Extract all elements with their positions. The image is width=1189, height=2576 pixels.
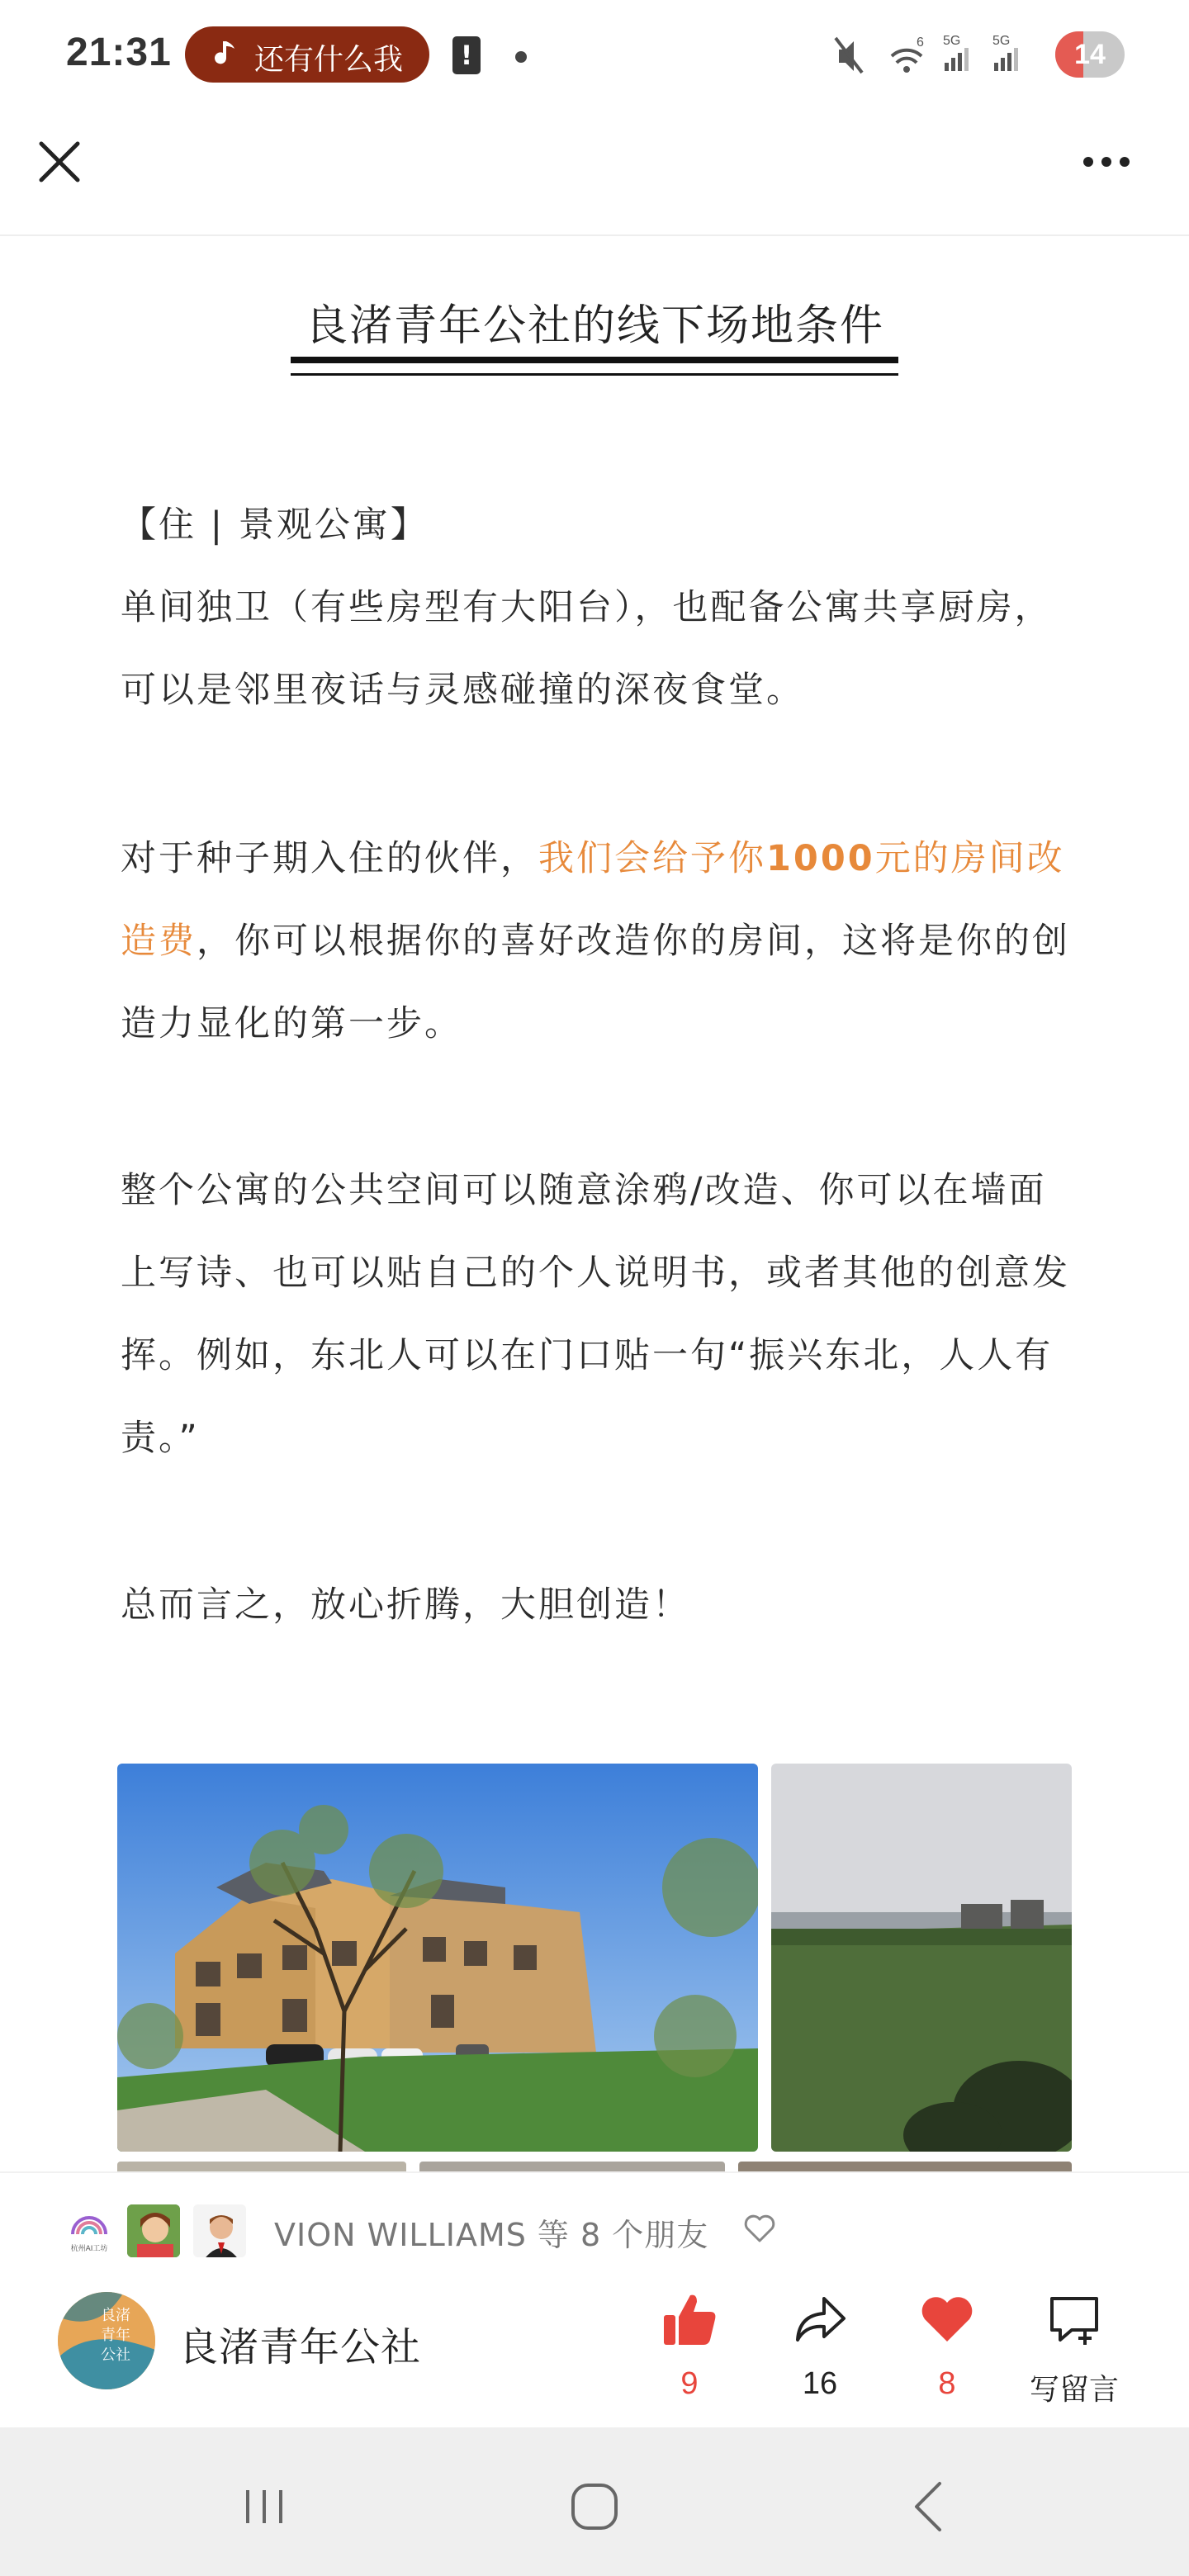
lawn-photo[interactable] [771, 1764, 1072, 2152]
paragraph-2-start: 对于种子期入住的伙伴， [121, 838, 538, 879]
signal-label-2: 5G [992, 34, 1011, 48]
friend-avatar-3 [192, 2203, 248, 2259]
friends-text: VION WILLIAMS 等 8 个朋友 [274, 2217, 709, 2253]
battery-level: 14 [1074, 39, 1106, 70]
paragraph-3: 整个公寓的公共空间可以随意涂鸦/改造、你可以在墙面上写诗、也可以贴自己的个人说明书，或者其他的创意发挥。例如，东北人可以在门口贴一句“振兴东北，人人有责。” [121, 1170, 1070, 1459]
paragraph-1: 单间独卫（有些房型有大阳台），也配备公寓共享厨房，可以是邻里夜话与灵感碰撞的深夜食堂。 [121, 587, 1053, 711]
friend-avatar-label: 杭州AI工坊 [70, 2245, 108, 2253]
music-note-icon [208, 38, 241, 71]
account-avatar-text-1: 良渚 [101, 2307, 130, 2324]
paragraph-4: 总而言之，放心折腾，大胆创造！ [121, 1584, 690, 1626]
paragraph-2 [121, 817, 1075, 1065]
heart-button[interactable] [893, 2280, 1001, 2421]
heart-icon [918, 2290, 976, 2348]
status-bar [0, 0, 1189, 112]
share-count: 16 [802, 2366, 838, 2401]
home-icon[interactable] [561, 2474, 628, 2540]
article-title: 良渚青年公社的线下场地条件 [304, 301, 884, 351]
account-name[interactable]: 良渚青年公社 [178, 2324, 422, 2370]
highlight-amount: 1000 [766, 838, 875, 879]
notification-dot-icon [515, 51, 527, 63]
heart-outline-icon[interactable] [743, 2213, 776, 2244]
section-heading: 【住 | 景观公寓】 [121, 504, 429, 546]
friend-avatar-2 [126, 2203, 182, 2259]
title-underline-thin [291, 373, 898, 376]
signal-icon [943, 34, 969, 71]
status-icons [834, 31, 1049, 81]
share-button[interactable] [766, 2280, 874, 2421]
heart-count: 8 [938, 2366, 956, 2401]
thumbs-up-icon [661, 2290, 718, 2348]
wifi-label: 6 [917, 36, 924, 50]
account-avatar-text-2: 青年 [101, 2327, 130, 2344]
alert-icon: ! [452, 36, 481, 74]
friend-avatar-1 [59, 2203, 116, 2259]
notification-pill-text: 还有什么我 [254, 43, 404, 77]
highlight-text-a: 我们会给予你 [538, 838, 766, 879]
system-nav-bar [0, 2427, 1189, 2576]
friends-bar[interactable] [0, 2171, 1189, 2271]
back-icon[interactable] [897, 2474, 963, 2540]
close-icon[interactable] [30, 132, 89, 192]
recent-apps-icon[interactable] [231, 2474, 297, 2540]
status-time: 21:31 [66, 31, 172, 74]
more-horizontal-icon[interactable] [1073, 132, 1139, 192]
title-underline [291, 357, 898, 363]
mute-icon [836, 38, 862, 73]
paragraph-2-end: ，你可以根据你的喜好改造你的房间，这将是你的创造力显化的第一步。 [121, 921, 1070, 1044]
account-avatar-text-3: 公社 [101, 2346, 130, 2364]
like-count: 9 [680, 2366, 699, 2401]
signal-icon-2 [992, 34, 1018, 71]
action-bar [0, 2271, 1189, 2427]
share-arrow-icon [791, 2290, 849, 2348]
notification-pill[interactable] [185, 26, 429, 83]
apartment-photo[interactable] [117, 1764, 758, 2152]
signal-label-1: 5G [943, 34, 961, 48]
like-button[interactable] [636, 2280, 743, 2421]
top-nav [0, 112, 1189, 236]
wifi-icon [892, 36, 924, 73]
highlight-text-b: 元的房间改造费 [121, 838, 1065, 962]
comment-label: 写留言 [1029, 2373, 1119, 2407]
comment-add-icon [1045, 2290, 1103, 2348]
account-avatar[interactable] [58, 2292, 155, 2389]
comment-button[interactable] [1021, 2280, 1128, 2421]
